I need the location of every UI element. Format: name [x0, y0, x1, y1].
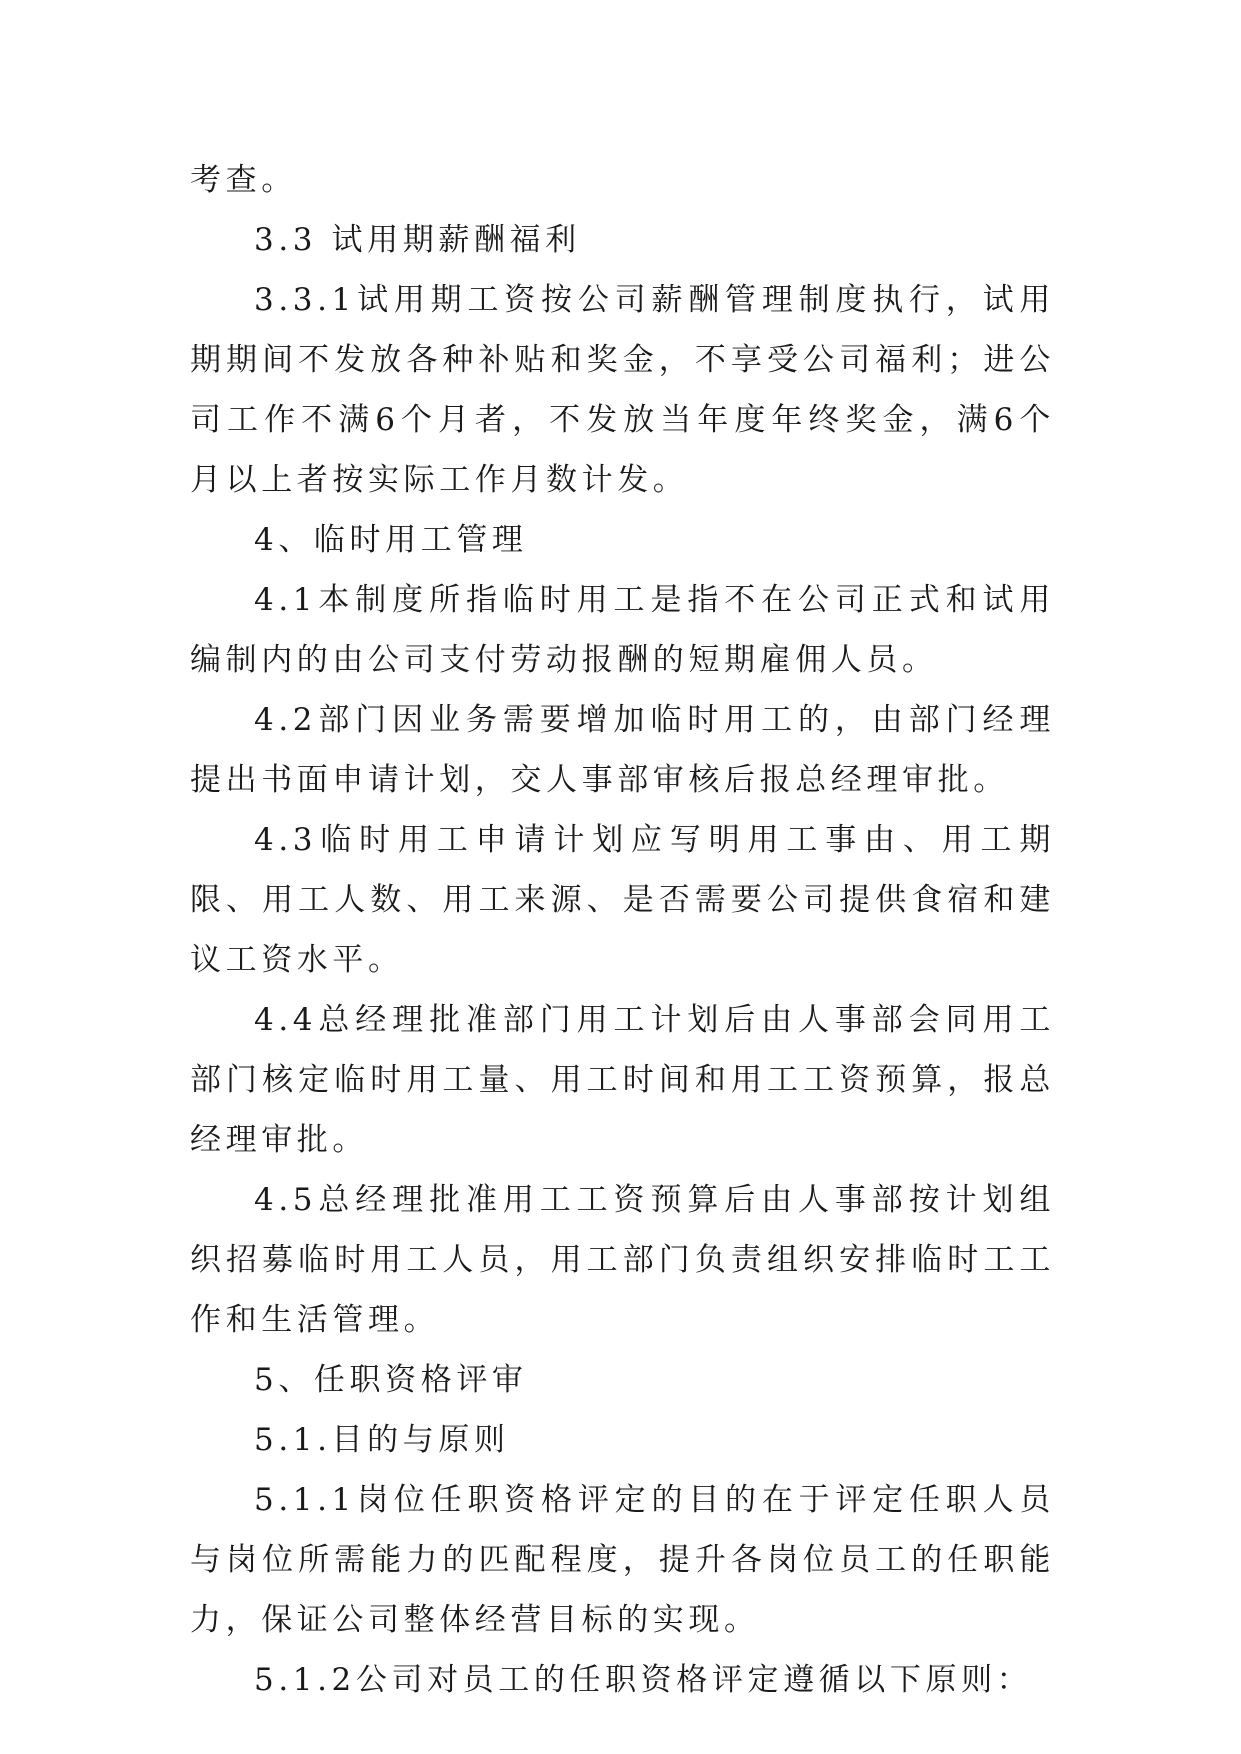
document-body [190, 150, 1055, 1710]
paragraph-4-4: 4.4总经理批准部门用工计划后由人事部会同用工部门核定临时用工量、用工时间和用工工资预算，报总经理审批。 [190, 1002, 1055, 1158]
paragraph-4-1: 4.1本制度所指临时用工是指不在公司正式和试用编制内的由公司支付劳动报酬的短期雇佣人员。 [190, 582, 1055, 678]
paragraph-3-3-1: 3.3.1试用期工资按公司薪酬管理制度执行，试用期期间不发放各种补贴和奖金，不享受公司福利；进公司工作不满6个月者，不发放当年度年终奖金，满6个月以上者按实际工作月数计发。 [190, 282, 1055, 498]
subsection-heading-5-1: 5.1.目的与原则 [254, 1422, 510, 1458]
section-heading-4: 4、临时用工管理 [254, 522, 528, 558]
section-heading-3-3: 3.3 试用期薪酬福利 [254, 222, 581, 258]
section-heading-5: 5、任职资格评审 [254, 1362, 528, 1398]
paragraph-4-2: 4.2部门因业务需要增加临时用工的，由部门经理提出书面申请计划，交人事部审核后报总经理审批。 [190, 702, 1055, 798]
paragraph-5-1-2: 5.1.2公司对员工的任职资格评定遵循以下原则： [254, 1662, 1033, 1698]
paragraph-4-5: 4.5总经理批准用工工资预算后由人事部按计划组织招募临时用工人员，用工部门负责组织安排临时工工作和生活管理。 [190, 1182, 1055, 1338]
paragraph-4-3: 4.3临时用工申请计划应写明用工事由、用工期限、用工人数、用工来源、是否需要公司提供食宿和建议工资水平。 [190, 822, 1055, 978]
paragraph-continuation: 考查。 [190, 162, 297, 198]
paragraph-5-1-1: 5.1.1岗位任职资格评定的目的在于评定任职人员与岗位所需能力的匹配程度，提升各岗位员工的任职能力，保证公司整体经营目标的实现。 [190, 1482, 1055, 1638]
